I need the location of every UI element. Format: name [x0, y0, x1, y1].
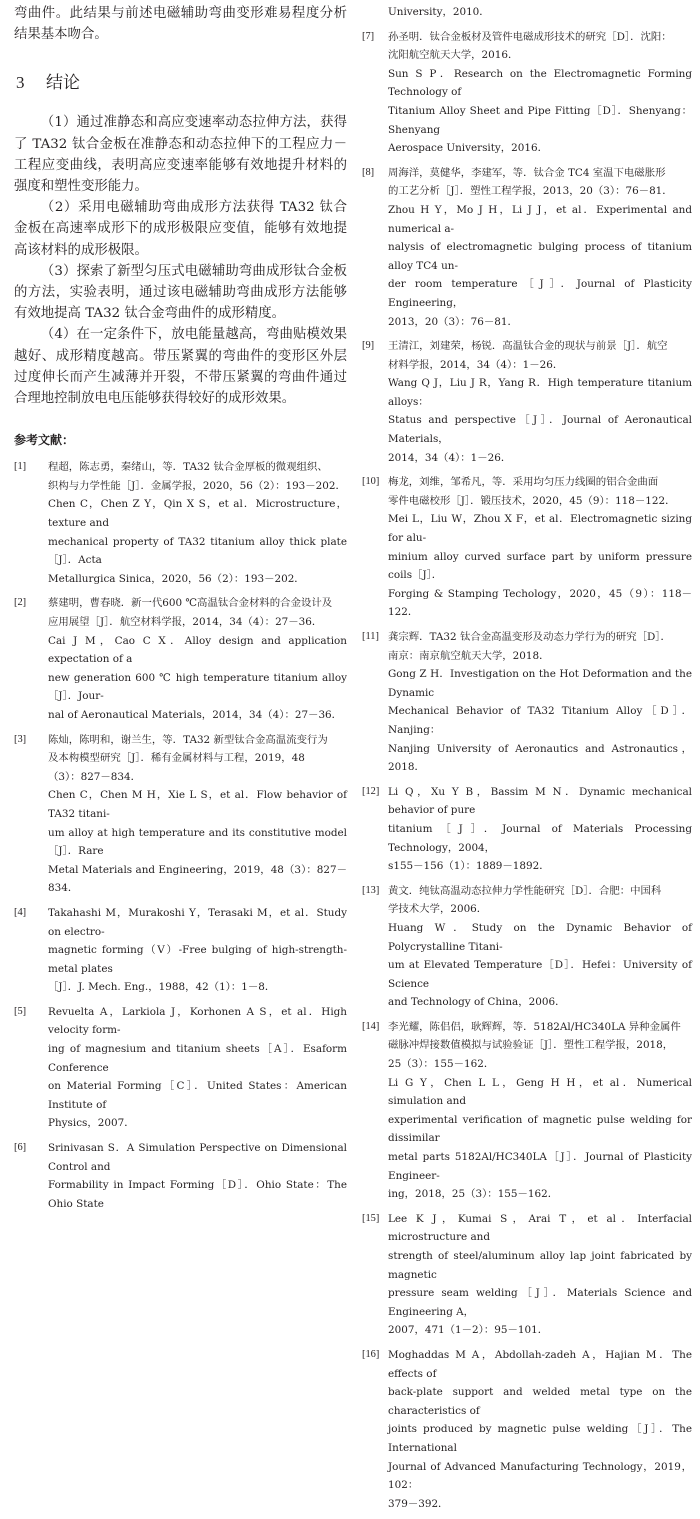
reference-line: 25（3）：155－162． [388, 1058, 495, 1071]
reference-line: Physics，2007． [48, 1117, 135, 1130]
reference-line: 梅龙，刘维，邹希凡，等．采用均匀压力线圈的铝合金曲面 [388, 476, 659, 489]
section-title: 结论 [46, 73, 80, 94]
reference-line: Mechanical Behavior of TA32 Titanium Alloy［D］．Nanjing： [388, 705, 692, 736]
reference-index: [4] [14, 906, 27, 918]
left-reference-list [14, 458, 347, 1219]
reference-entry [14, 731, 347, 898]
reference-index: [14] [362, 1020, 380, 1032]
reference-line: metal parts 5182Al/HC340LA［J］．Journal of Plasticity Engineer- [388, 1151, 692, 1182]
reference-line: Li G Y，Chen L L，Geng H H，et al．Numerical simulation and [388, 1076, 692, 1108]
reference-index: [12] [362, 785, 380, 797]
reference-index: [3] [14, 733, 27, 745]
reference-entry [14, 904, 347, 997]
reference-line: 王清江，刘建荣，杨锐．高温钛合金的现状与前景［J］．航空 [388, 340, 668, 353]
reference-line: Status and perspective［J］．Journal of Aeronautical Materials， [388, 414, 692, 446]
reference-line: on Material Forming［C］．United States：American Institute of [48, 1080, 347, 1111]
reference-line: Metallurgica Sinica，2020，56（2）：193－202． [48, 572, 305, 585]
reference-text [388, 337, 692, 467]
reference-line: Journal of Advanced Manufacturing Technology，2019，102： [388, 1460, 692, 1492]
reference-text [388, 628, 692, 777]
reference-entry [362, 1210, 692, 1340]
reference-line: Moghaddas M A，Abdollah-zadeh A，Hajian M．The effects of [388, 1348, 692, 1380]
reference-line: ［J］．J. Mech. Eng.，1988，42（1）：1－8． [48, 981, 276, 994]
reference-line: 周海洋，莫健华，李建军，等．钛合金 TC4 室温下电磁胀形 [388, 166, 666, 179]
reference-line: Revuelta A，Larkiola J，Korhonen A S，et al．High velocity form- [48, 1005, 347, 1037]
reference-index: [7] [362, 30, 375, 42]
reference-index: [6] [14, 1142, 27, 1154]
reference-line: University，2010． [388, 6, 490, 18]
reference-text [48, 904, 347, 997]
reference-line: minium alloy curved surface part by uniform pressure coils［J］． [388, 550, 692, 582]
left-column [14, 0, 347, 1219]
reference-entry [362, 1346, 692, 1513]
reference-line: 零件电磁校形［J］．锻压技术，2020，45（9）：118－122． [388, 494, 676, 507]
reference-line: Huang W．Study on the Dynamic Behavior of Polycrystalline Titani- [388, 921, 692, 953]
reference-line: Metal Materials and Engineering，2019，48（3）：827－834． [48, 863, 347, 895]
reference-entry [362, 628, 692, 777]
reference-index: [13] [362, 884, 380, 896]
references-heading: 参考文献： [14, 433, 75, 448]
reference-line: experimental verification of magnetic pulse welding for dissimilar [388, 1113, 692, 1145]
reference-line: Sun S P．Research on the Electromagnetic Forming Technology of [388, 67, 692, 99]
reference-entry [14, 1139, 347, 1213]
reference-text [388, 1346, 692, 1513]
reference-line: Takahashi M，Murakoshi Y，Terasaki M，et al．Study on electro- [48, 906, 347, 938]
reference-line: 2013，20（3）：76－81． [388, 315, 518, 328]
reference-line: 材料学报，2014，34（4）：1－26． [388, 358, 564, 371]
reference-line: back-plate support and welded metal type on the characteristics of [388, 1386, 692, 1417]
reference-line: Forging & Stamping Techology，2020，45（9）：118－122． [388, 587, 692, 619]
reference-line: Lee K J，Kumai S，Arai T，et al．Interfacial microstructure and [388, 1212, 692, 1244]
reference-line: s155－156（1）：1889－1892． [388, 860, 550, 873]
reference-line: Chen C，Chen Z Y，Qin X S，et al．Microstructure，texture and [48, 498, 347, 530]
reference-line: （3）：827－834． [48, 770, 142, 783]
reference-index: [5] [14, 1005, 27, 1017]
reference-entry [362, 473, 692, 622]
reference-line: 及本构模型研究［J］．稀有金属材料与工程，2019，48 [48, 752, 305, 765]
reference-line: magnetic forming（Ⅴ）-Free bulging of high-strength-metal plates [48, 944, 347, 975]
reference-line: nal of Aeronautical Materials，2014，34（4）：27－36． [48, 708, 343, 721]
reference-text [388, 3, 692, 22]
reference-entry [362, 882, 692, 1012]
conclusion-item: （3）探索了新型匀压式电磁辅助弯曲成形钛合金板的方法，实验表明，通过该电磁辅助弯曲成形方法能够有效地提高 TA32 钛合金弯曲件的成形精度。 [14, 263, 347, 322]
reference-entry [14, 1003, 347, 1133]
reference-line: Gong Z H．Investigation on the Hot Deformation and the Dynamic [388, 668, 692, 699]
reference-line: Zhou H Y，Mo J H，Li J J，et al．Experimental and numerical a- [388, 203, 692, 235]
reference-index: [2] [14, 597, 27, 609]
reference-line: 织构与力学性能［J］．金属学报，2020，56（2）：193－202． [48, 479, 346, 492]
reference-line: 陈灿，陈明和，谢兰生，等．TA32 新型钛合金高温流变行为 [48, 733, 328, 746]
reference-line: 沈阳航空航天大学，2016． [388, 49, 519, 62]
conclusion-item: （4）在一定条件下，放电能量越高，弯曲贴模效果越好、成形精度越高。带压紧翼的弯曲件的变形区外层过度伸长而产生减薄并开裂，不带压紧翼的弯曲件通过合理地控制放电电压能够获得较好的成形效果。 [14, 327, 347, 407]
reference-line: 孙圣明．钛合金板材及管件电磁成形技术的研究［D］．沈阳： [388, 30, 672, 43]
intro-paragraph: 弯曲件。此结果与前述电磁辅助弯曲变形难易程度分析结果基本吻合。 [14, 6, 347, 43]
reference-index [362, 3, 388, 22]
reference-line: Mei L，Liu W，Zhou X F，et al．Electromagnetic sizing for alu- [388, 513, 692, 545]
reference-line: titanium［J］．Journal of Materials Processing Technology，2004， [388, 822, 692, 854]
reference-line: Nanjing University of Aeronautics and Astronautics，2018． [388, 742, 692, 774]
reference-line: Cai J M，Cao C X．Alloy design and application expectation of a [48, 634, 347, 666]
reference-line: nalysis of electromagnetic bulging process of titanium alloy TC4 un- [388, 241, 692, 272]
reference-index: [16] [362, 1348, 380, 1360]
reference-entry [14, 594, 347, 724]
reference-line: Srinivasan S．A Simulation Perspective on Dimensional Control and [48, 1142, 347, 1173]
reference-line: mechanical property of TA32 titanium alloy thick plate［J］．Acta [48, 535, 347, 567]
reference-line: Chen C，Chen M H，Xie L S，et al．Flow behavior of TA32 titani- [48, 789, 347, 820]
reference-entry [362, 337, 692, 467]
reference-line: 南京：南京航空航天大学，2018． [388, 649, 550, 662]
reference-index: [1] [14, 461, 27, 473]
section-heading [14, 72, 347, 94]
reference-line: um alloy at high temperature and its constitutive model［J］．Rare [48, 826, 347, 858]
reference-text [48, 594, 347, 724]
reference-text [48, 1003, 347, 1133]
reference-line: ing of magnesium and titanium sheets［A］．Esaform Conference [48, 1043, 347, 1074]
reference-line: 磁脉冲焊接数值模拟与试验验证［J］．塑性工程学报，2018， [388, 1039, 674, 1052]
reference-line: 应用展望［J］．航空材料学报，2014，34（4）：27－36． [48, 616, 323, 628]
reference-line: um at Elevated Temperature［D］．Hefei：University of Science [388, 959, 692, 990]
reference-text [388, 28, 692, 158]
reference-line: pressure seam welding［J］．Materials Science and Engineering A， [388, 1287, 692, 1318]
reference-line: 的工艺分析［J］．塑性工程学报，2013，20（3）：76－81． [388, 185, 673, 198]
reference-line: 2014，34（4）：1－26． [388, 451, 512, 464]
reference-entry [362, 3, 692, 22]
reference-line: ing，2018，25（3）：155－162． [388, 1188, 559, 1201]
reference-line: joints produced by magnetic pulse welding［J］．The International [388, 1423, 692, 1454]
reference-index: [10] [362, 476, 380, 488]
reference-line: Li Q，Xu Y B，Bassim M N．Dynamic mechanical behavior of pure [388, 785, 692, 817]
reference-index: [8] [362, 166, 375, 178]
reference-text [388, 882, 692, 1012]
reference-entry [362, 28, 692, 158]
reference-line: 程超，陈志勇，秦绪山，等．TA32 钛合金厚板的微观组织、 [48, 461, 328, 474]
reference-line: and Technology of China，2006． [388, 996, 566, 1009]
reference-text [48, 1139, 347, 1213]
reference-line: 2007，471（1－2）：95－101． [388, 1324, 549, 1337]
reference-line: Aerospace University，2016． [388, 142, 549, 155]
reference-line: Formability in Impact Forming［D］．Ohio State：The Ohio State [48, 1179, 347, 1210]
reference-line: 学技术大学，2006． [388, 903, 488, 916]
reference-index: [9] [362, 340, 375, 352]
reference-line: Wang Q J，Liu J R，Yang R．High temperature titanium alloys： [388, 377, 692, 408]
reference-entry [14, 458, 347, 588]
reference-index: [15] [362, 1212, 380, 1224]
reference-text [388, 164, 692, 331]
reference-entry [362, 164, 692, 331]
reference-line: 379－392． [388, 1497, 449, 1510]
reference-line: 蔡建明，曹春晓．新一代600 ℃高温钛合金材料的合金设计及 [48, 597, 333, 610]
reference-line: strength of steel/aluminum alloy lap joint fabricated by magnetic [388, 1250, 692, 1281]
reference-entry [362, 783, 692, 876]
conclusion-item: （1）通过准静态和高应变速率动态拉伸方法，获得了 TA32 钛合金板在准静态和动态拉伸下的工程应力－工程应变曲线，表明高应变速率能够有效地提升材料的强度和塑性变形能力。 [14, 115, 347, 195]
section-number: 3 [16, 73, 25, 93]
reference-line: der room temperature［J］．Journal of Plasticity Engineering， [388, 278, 692, 309]
conclusion-item: （2）采用电磁辅助弯曲成形方法获得 TA32 钛合金板在高速率成形下的成形极限应变值，能够有效地提高该材料的成形极限。 [14, 200, 347, 258]
reference-line: 黄文．纯钛高温动态拉伸力学性能研究［D］．合肥：中国科 [388, 884, 662, 897]
reference-line: 龚宗辉．TA32 钛合金高温变形及动态力学行为的研究［D］． [388, 631, 671, 643]
reference-entry [362, 1018, 692, 1204]
reference-text [388, 473, 692, 622]
reference-line: 李光耀，陈侣侣，耿辉辉，等．5182Al/HC340LA 异种金属件 [388, 1020, 681, 1033]
reference-text [388, 783, 692, 876]
reference-text [388, 1018, 692, 1204]
reference-line: new generation 600 ℃ high temperature titanium alloy［J］．Jour- [48, 671, 347, 703]
right-column [362, 3, 692, 1519]
right-reference-list [362, 3, 692, 1519]
reference-text [48, 731, 347, 898]
reference-text [48, 458, 347, 588]
reference-text [388, 1210, 692, 1340]
reference-index: [11] [362, 631, 379, 642]
reference-line: Titanium Alloy Sheet and Pipe Fitting［D］．Shenyang：Shenyang [388, 104, 692, 136]
